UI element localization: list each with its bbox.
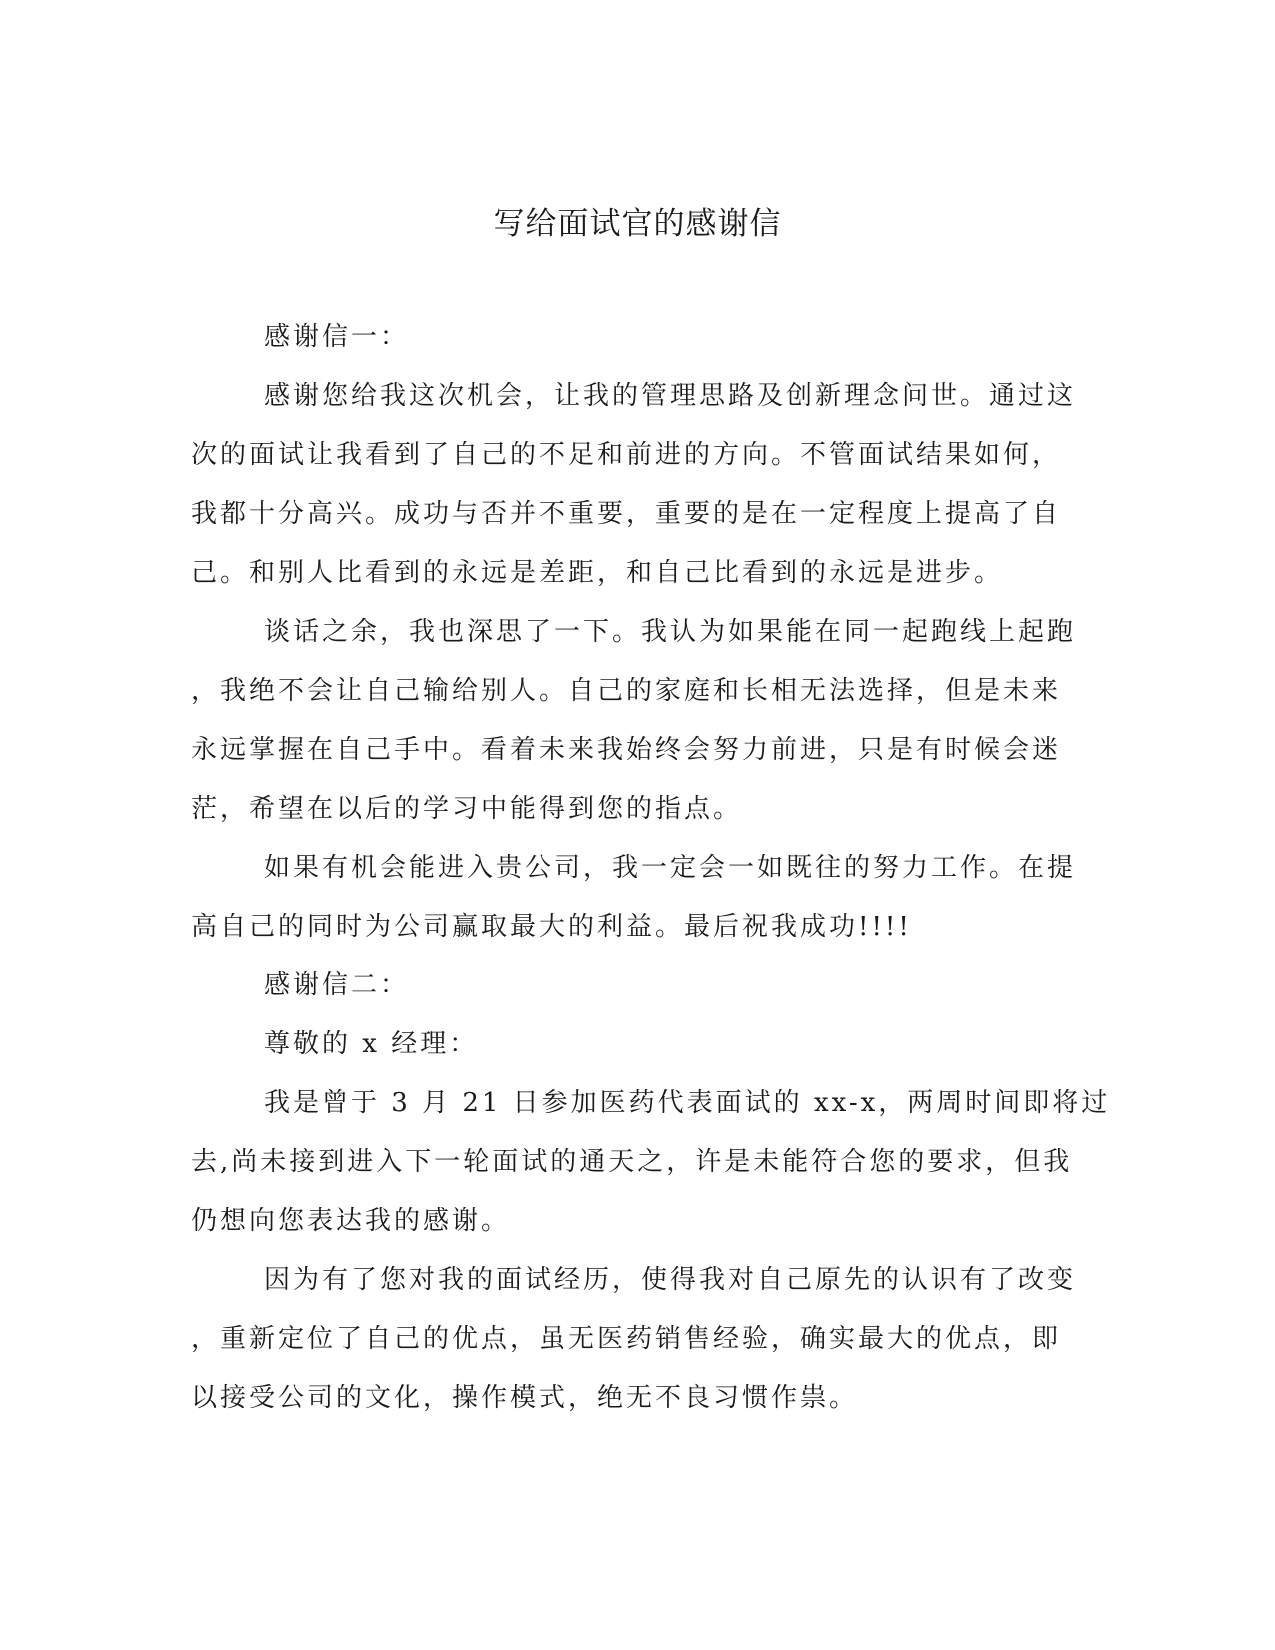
letter-two-heading: 感谢信二： xyxy=(264,970,410,1000)
body-line: 如果有机会能进入贵公司，我一定会一如既往的努力工作。在提 xyxy=(264,853,1077,883)
body-line: 谈话之余，我也深思了一下。我认为如果能在同一起跑线上起跑 xyxy=(264,617,1077,647)
body-line: 己。和别人比看到的永远是差距，和自己比看到的永远是进步。 xyxy=(191,558,1004,588)
body-line: 次的面试让我看到了自己的不足和前进的方向。不管面试结果如何， xyxy=(191,440,1062,470)
body-line: 感谢您给我这次机会，让我的管理思路及创新理念问世。通过这 xyxy=(264,381,1077,411)
body-line: 永远掌握在自己手中。看着未来我始终会努力前进，只是有时候会迷 xyxy=(191,735,1062,765)
body-line: 因为有了您对我的面试经历，使得我对自己原先的认识有了改变 xyxy=(264,1265,1077,1295)
body-line: 我都十分高兴。成功与否并不重要，重要的是在一定程度上提高了自 xyxy=(191,499,1062,529)
salutation: 尊敬的 x 经理： xyxy=(264,1029,479,1059)
document-title: 写给面试官的感谢信 xyxy=(493,206,782,242)
body-line: 高自己的同时为公司赢取最大的利益。最后祝我成功!!!! xyxy=(191,912,912,942)
body-line: 去,尚未接到进入下一轮面试的通天之，许是未能符合您的要求，但我 xyxy=(191,1147,1073,1177)
letter-one-heading: 感谢信一： xyxy=(264,322,410,352)
body-line: 茫，希望在以后的学习中能得到您的指点。 xyxy=(191,794,743,824)
body-line: 以接受公司的文化，操作模式，绝无不良习惯作祟。 xyxy=(191,1383,859,1413)
body-line: 我是曾于 3 月 21 日参加医药代表面试的 xx-x，两周时间即将过 xyxy=(264,1088,1111,1118)
body-line: 仍想向您表达我的感谢。 xyxy=(191,1206,511,1236)
body-line: ，我绝不会让自己输给别人。自己的家庭和长相无法选择，但是未来 xyxy=(191,676,1062,706)
body-line: ，重新定位了自己的优点，虽无医药销售经验，确实最大的优点，即 xyxy=(191,1324,1062,1354)
